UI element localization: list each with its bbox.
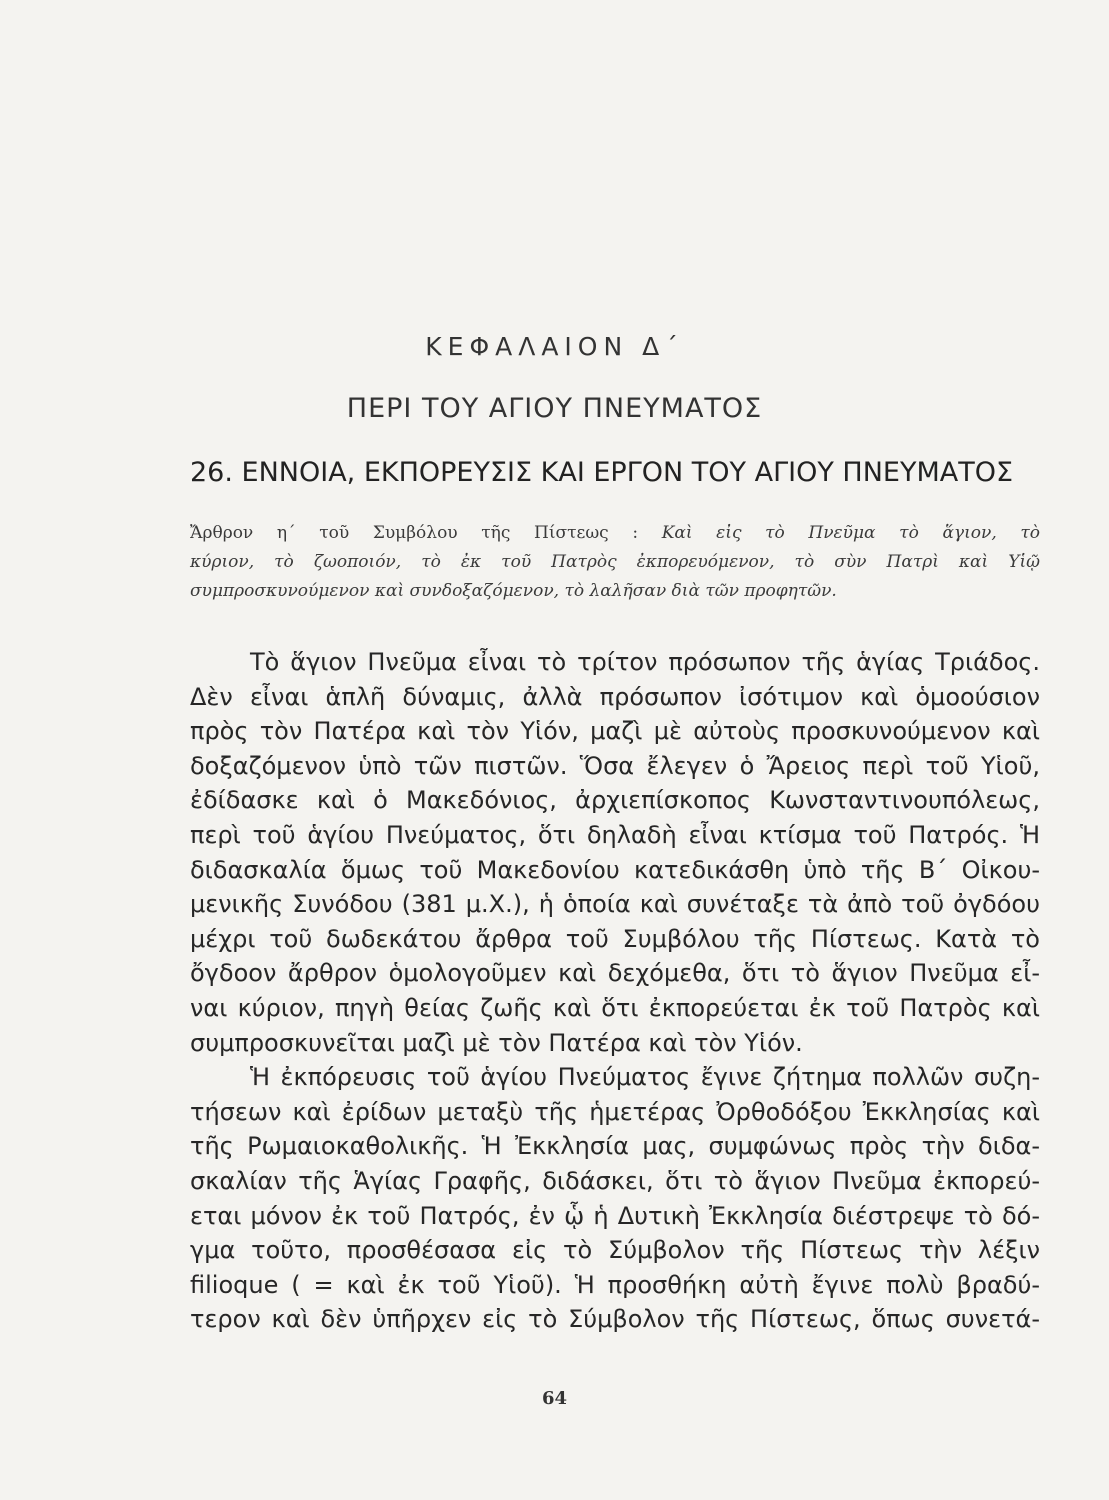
paragraph-line: γμα τοῦτο, προσθέσασα εἰς τὸ Σύμβολον τῆς Πίστεως τὴν λέξιν [190,1236,1040,1265]
epigraph-line [190,519,1040,548]
section-title: ΠΕΡΙ ΤΟΥ ΑΓΙΟΥ ΠΝΕΥΜΑΤΟΣ [346,393,763,424]
paragraph-line: ναι κύριον, πηγὴ θείας ζωῆς καὶ ὅτι ἐκπορεύεται ἐκ τοῦ Πατρὸς καὶ [190,993,1040,1022]
paragraph-line: συμπροσκυνεῖται μαζὶ μὲ τὸν Πατέρα καὶ τὸν Υἱόν. [190,1028,803,1057]
paragraph-line: filioque ( = καὶ ἐκ τοῦ Υἱοῦ). Ἡ προσθήκη αὐτὴ ἔγινε πολὺ βραδύ- [190,1270,1040,1299]
subsection-heading: 26. ΕΝΝΟΙΑ, ΕΚΠΟΡΕΥΣΙΣ ΚΑΙ ΕΡΓΟΝ ΤΟΥ ΑΓΙΟΥ ΠΝΕΥΜΑΤΟΣ [190,457,1014,488]
paragraph-line: ὄγδοον ἄρθρον ὁμολογοῦμεν καὶ δεχόμεθα, ὅτι τὸ ἅγιον Πνεῦμα εἶ- [190,959,1040,988]
paragraph-line: περὶ τοῦ ἁγίου Πνεύματος, ὅτι δηλαδὴ εἶναι κτίσμα τοῦ Πατρός. Ἡ [190,820,1040,849]
epigraph-line: κύριον, τὸ ζωοποιόν, τὸ ἐκ τοῦ Πατρὸς ἐκπορευόμενον, τὸ σὺν Πατρὶ καὶ Υἱῷ [190,552,1040,572]
page-number: 64 [541,1388,568,1409]
paragraph-line: πρὸς τὸν Πατέρα καὶ τὸν Υἱόν, μαζὶ μὲ αὐτοὺς προσκυνούμενον καὶ [190,717,1040,746]
paragraph-line: διδασκαλία ὅμως τοῦ Μακεδονίου κατεδικάσθη ὑπὸ τῆς Β΄ Οἰκου- [190,855,1040,884]
paragraph-line: τήσεων καὶ ἐρίδων μεταξὺ τῆς ἡμετέρας Ὀρθοδόξου Ἐκκλησίας καὶ [190,1097,1040,1126]
paragraph-line: Ἡ ἐκπόρευσις τοῦ ἁγίου Πνεύματος ἔγινε ζήτημα πολλῶν συζη- [250,1063,1040,1092]
chapter-label: ΚΕΦΑΛΑΙΟΝ Δ΄ [425,332,684,361]
paragraph-line: μενικῆς Συνόδου (381 μ.Χ.), ἡ ὁποία καὶ συνέταξε τὰ ἀπὸ τοῦ ὀγδόου [190,890,1040,919]
paragraph-line: δοξαζόμενον ὑπὸ τῶν πιστῶν. Ὅσα ἔλεγεν ὁ Ἄρειος περὶ τοῦ Υἱοῦ, [190,751,1040,780]
paragraph-line: Δὲν εἶναι ἁπλῆ δύναμις, ἀλλὰ πρόσωπον ἰσότιμον καὶ ὁμοούσιον [190,682,1040,711]
paragraph-line: εται μόνον ἐκ τοῦ Πατρός, ἐν ᾧ ἡ Δυτικὴ Ἐκκλησία διέστρεψε τὸ δό- [190,1201,1040,1230]
paragraph-line: τῆς Ρωμαιοκαθολικῆς. Ἡ Ἐκκλησία μας, συμφώνως πρὸς τὴν διδα- [190,1132,1040,1161]
epigraph-line: συμπροσκυνούμενον καὶ συνδοξαζόμενον, τὸ λαλῆσαν διὰ τῶν προφητῶν. [190,581,837,601]
paragraph-line: σκαλίαν τῆς Ἁγίας Γραφῆς, διδάσκει, ὅτι τὸ ἅγιον Πνεῦμα ἐκπορεύ- [190,1166,1040,1195]
paragraph-line: μέχρι τοῦ δωδεκάτου ἄρθρα τοῦ Συμβόλου τῆς Πίστεως. Κατὰ τὸ [190,924,1040,953]
paragraph-line: τερον καὶ δὲν ὑπῆρχεν εἰς τὸ Σύμβολον τῆς Πίστεως, ὅπως συνετά- [190,1305,1040,1334]
creed-epigraph [190,519,1040,606]
epigraph-quote: Καὶ εἰς τὸ Πνεῦμα τὸ ἅγιον, τὸ [661,523,1040,543]
epigraph-intro: Ἄρθρον η΄ τοῦ Συμβόλου τῆς Πίστεως : [190,523,639,543]
paragraph-line: ἐδίδασκε καὶ ὁ Μακεδόνιος, ἀρχιεπίσκοπος Κωνσταντινουπόλεως, [190,786,1040,815]
body-text [190,645,1040,1337]
paragraph-line: Τὸ ἅγιον Πνεῦμα εἶναι τὸ τρίτον πρόσωπον τῆς ἁγίας Τριάδος. [250,648,1040,676]
